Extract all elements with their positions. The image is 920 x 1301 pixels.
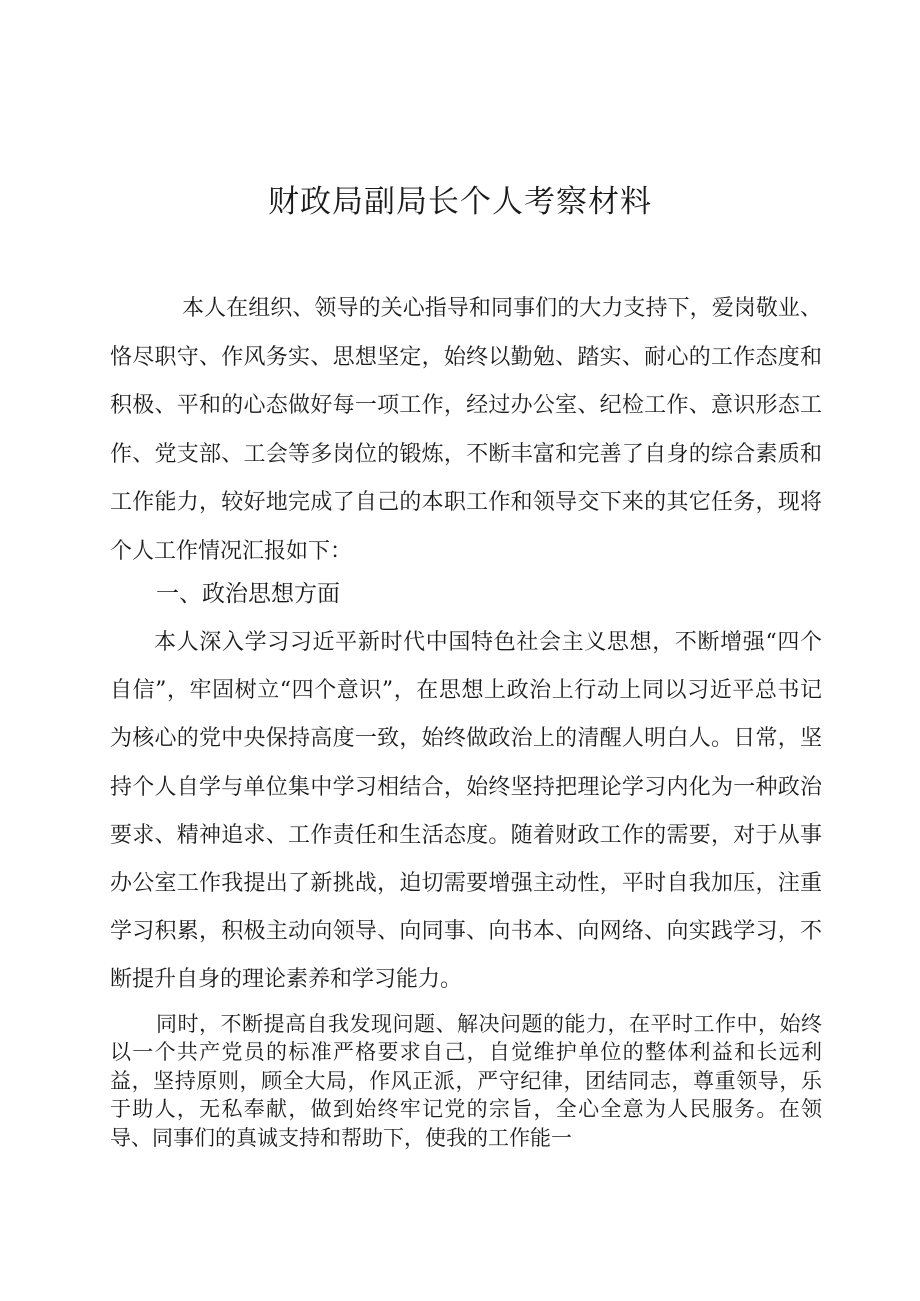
document-title: 财政局副局长个人考察材料 — [268, 184, 652, 220]
paragraph-intro: 本人在组织、领导的关心指导和同事们的大力支持下，爱岗敬业、恪尽职守、作风务实、思想坚定，始终以勤勉、踏实、耐心的工作态度和积极、平和的心态做好每一项工作，经过办公室、纪检工作、意识形态工作、党支部、工会等多岗位的锻炼，不断丰富和完善了自身的综合素质和工作能力，较好地完成了自己的本职工作和领导交下来的其它任务，现将个人工作情况汇报如下： — [110, 296, 822, 564]
paragraph-political-thought: 本人深入学习习近平新时代中国特色社会主义思想，不断增强“四个自信”，牢固树立“四个意识”，在思想上政治上行动上同以习近平总书记为核心的党中央保持高度一致，始终做政治上的清醒人明白人。日常，坚持个人自学与单位集中学习相结合，始终坚持把理论学习内化为一种政治要求、精神追求、工作责任和生活态度。随着财政工作的需要，对于从事办公室工作我提出了新挑战，迫切需要增强主动性，平时自我加压，注重学习积累，积极主动向领导、向同事、向书本、向网络、向实践学习，不断提升自身的理论素养和学习能力。 — [110, 630, 822, 993]
section-heading-political-thought: 一、政治思想方面 — [156, 581, 340, 607]
paragraph-continued: 同时，不断提高自我发现问题、解决问题的能力，在平时工作中，始终以一个共产党员的标准严格要求自己，自觉维护单位的整体利益和长远利益，坚持原则，顾全大局，作风正派，严守纪律，团结同志，尊重领导，乐于助人，无私奉献，做到始终牢记党的宗旨，全心全意为人民服务。在领导、同事们的真诚支持和帮助下，使我的工作能一 — [110, 1012, 822, 1150]
